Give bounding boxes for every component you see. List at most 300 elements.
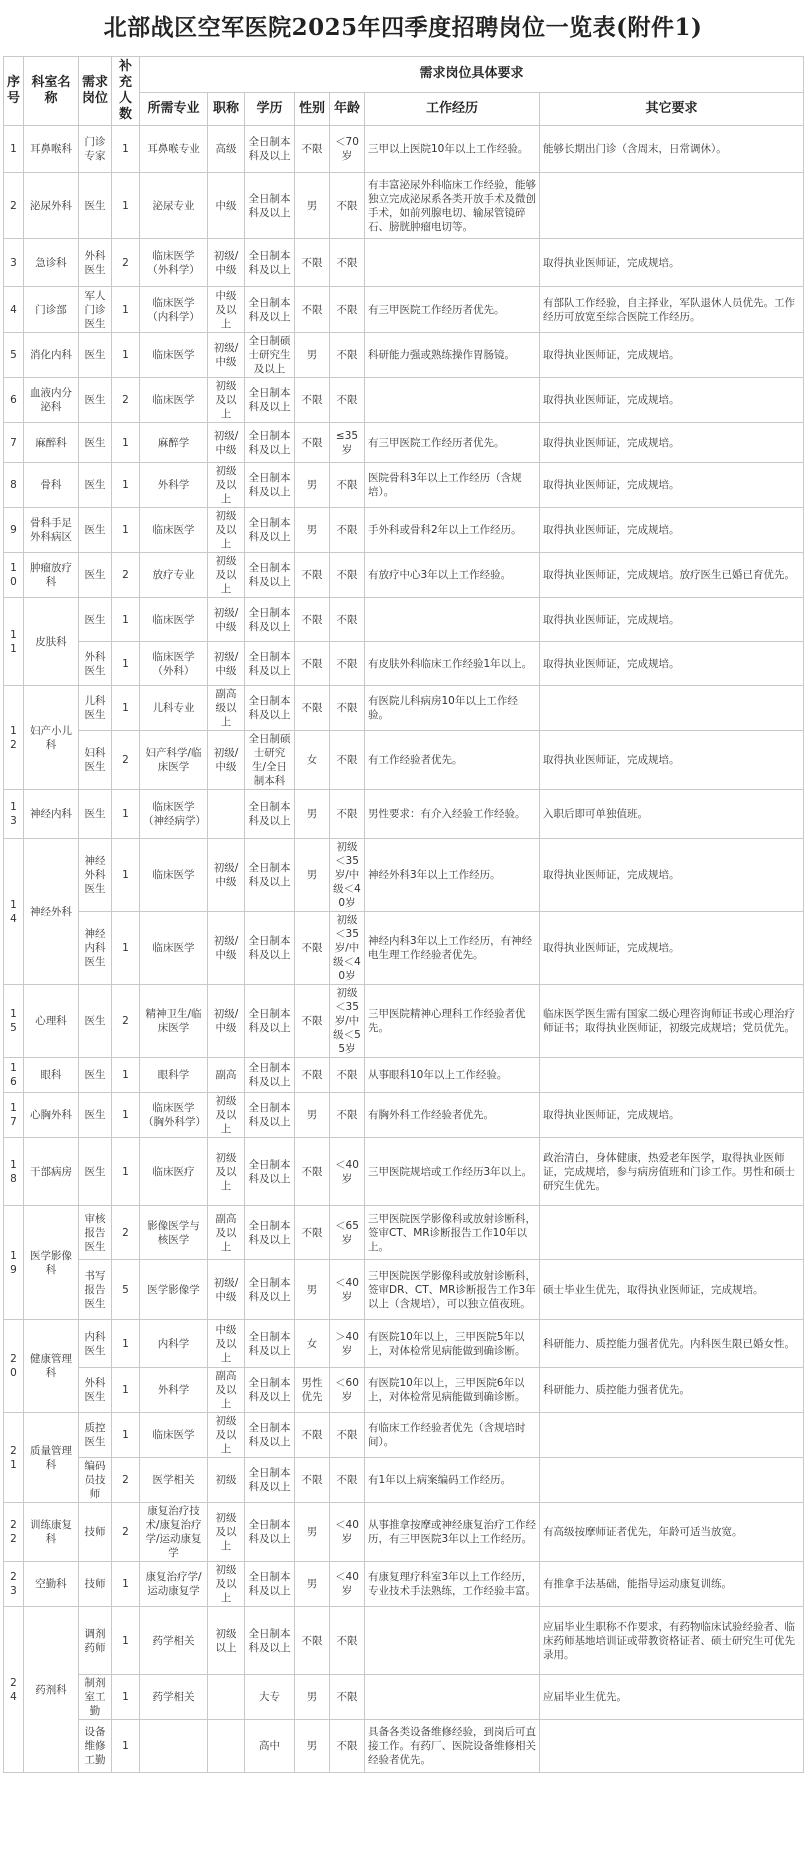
experience-cell: 有康复理疗科室3年以上工作经历，专业技术手法熟练，工作经验丰富。 (365, 1562, 540, 1607)
dept-cell: 骨科 (24, 463, 79, 508)
header-count: 补充人数 (112, 57, 140, 126)
age-cell: ＞40岁 (330, 1320, 365, 1368)
header-age: 年龄 (330, 92, 365, 125)
seq-cell: 13 (4, 790, 24, 839)
experience-cell: 三甲医院精神心理科工作经验者优先。 (365, 985, 540, 1058)
position-cell: 审核报告医生 (79, 1206, 112, 1260)
table-row (4, 686, 804, 731)
table-row (4, 1675, 804, 1720)
experience-cell: 有丰富泌尿外科临床工作经验，能够独立完成泌尿系各类开放手术及微创手术，如前列腺电切、输尿管镜碎石、膀胱肿瘤电切等。 (365, 173, 540, 239)
gender-cell: 不限 (295, 1058, 330, 1093)
education-cell: 全日制本科及以上 (245, 686, 295, 731)
position-cell: 医生 (79, 423, 112, 463)
major-cell: 外科学 (140, 1368, 208, 1413)
major-cell: 药学相关 (140, 1675, 208, 1720)
age-cell: 不限 (330, 790, 365, 839)
header-title-rank: 职称 (208, 92, 245, 125)
education-cell: 全日制本科及以上 (245, 1458, 295, 1503)
education-cell: 全日制本科及以上 (245, 1206, 295, 1260)
age-cell: 不限 (330, 553, 365, 598)
title-rank-cell: 初级/中级 (208, 642, 245, 686)
position-cell: 儿科医生 (79, 686, 112, 731)
gender-cell: 不限 (295, 1458, 330, 1503)
other-cell: 政治清白，身体健康，热爱老年医学，取得执业医师证，完成规培，参与病房值班和门诊工作。男性和硕士研究生优先。 (540, 1138, 804, 1206)
experience-cell: 神经外科3年以上工作经历。 (365, 839, 540, 912)
position-cell: 内科医生 (79, 1320, 112, 1368)
table-row (4, 333, 804, 378)
position-cell: 医生 (79, 508, 112, 553)
education-cell: 全日制本科及以上 (245, 598, 295, 642)
age-cell: 不限 (330, 333, 365, 378)
education-cell: 全日制本科及以上 (245, 1058, 295, 1093)
count-cell: 1 (112, 1607, 140, 1675)
age-cell: 初级＜35岁/中级＜40岁 (330, 912, 365, 985)
count-cell: 1 (112, 287, 140, 333)
experience-cell: 三甲医院规培或工作经历3年以上。 (365, 1138, 540, 1206)
gender-cell: 不限 (295, 553, 330, 598)
other-cell: 入职后即可单独值班。 (540, 790, 804, 839)
other-cell: 硕士毕业生优先，取得执业医师证，完成规培。 (540, 1260, 804, 1320)
header-gender: 性别 (295, 92, 330, 125)
other-cell (540, 1720, 804, 1773)
education-cell: 全日制本科及以上 (245, 1260, 295, 1320)
experience-cell: 三甲医院医学影像科或放射诊断科，签审DR、CT、MR诊断报告工作3年以上（含规培），可以独立值夜班。 (365, 1260, 540, 1320)
table-row (4, 173, 804, 239)
title-rank-cell: 初级及以上 (208, 463, 245, 508)
count-cell: 1 (112, 790, 140, 839)
gender-cell: 男 (295, 333, 330, 378)
table-row (4, 1607, 804, 1675)
gender-cell: 不限 (295, 1607, 330, 1675)
education-cell: 全日制本科及以上 (245, 1368, 295, 1413)
age-cell: 不限 (330, 1720, 365, 1773)
table-row (4, 1138, 804, 1206)
position-cell: 书写报告医生 (79, 1260, 112, 1320)
dept-cell: 血液内分泌科 (24, 378, 79, 423)
major-cell: 临床医学（外科学） (140, 239, 208, 287)
other-cell: 取得执业医师证，完成规培。放疗医生已婚已育优先。 (540, 553, 804, 598)
dept-cell: 急诊科 (24, 239, 79, 287)
experience-cell: 手外科或骨科2年以上工作经历。 (365, 508, 540, 553)
age-cell: ＜40岁 (330, 1503, 365, 1562)
age-cell: ＜40岁 (330, 1260, 365, 1320)
position-cell: 医生 (79, 333, 112, 378)
table-row (4, 1058, 804, 1093)
count-cell: 1 (112, 598, 140, 642)
education-cell: 全日制本科及以上 (245, 1562, 295, 1607)
gender-cell: 男 (295, 508, 330, 553)
age-cell: 不限 (330, 598, 365, 642)
other-cell: 有高级按摩师证者优先，年龄可适当放宽。 (540, 1503, 804, 1562)
position-cell: 神经内科医生 (79, 912, 112, 985)
major-cell: 临床医学 (140, 333, 208, 378)
age-cell: 不限 (330, 508, 365, 553)
position-cell: 制剂室工勤 (79, 1675, 112, 1720)
education-cell: 全日制本科及以上 (245, 239, 295, 287)
seq-cell: 23 (4, 1562, 24, 1607)
gender-cell: 不限 (295, 287, 330, 333)
header-experience: 工作经历 (365, 92, 540, 125)
count-cell: 2 (112, 378, 140, 423)
position-cell: 军人门诊医生 (79, 287, 112, 333)
seq-cell: 21 (4, 1413, 24, 1503)
seq-cell: 6 (4, 378, 24, 423)
major-cell: 临床医学（内科学） (140, 287, 208, 333)
age-cell: 不限 (330, 1607, 365, 1675)
experience-cell (365, 1675, 540, 1720)
experience-cell: 从事推拿按摩或神经康复治疗工作经历，有三甲医院3年以上工作经历。 (365, 1503, 540, 1562)
title-rank-cell: 初级/中级 (208, 731, 245, 790)
experience-cell: 神经内科3年以上工作经历，有神经电生理工作经验者优先。 (365, 912, 540, 985)
age-cell: 不限 (330, 173, 365, 239)
table-row (4, 378, 804, 423)
count-cell: 1 (112, 1320, 140, 1368)
title-rank-cell: 初级/中级 (208, 912, 245, 985)
header-requirements-group: 需求岗位具体要求 (140, 57, 804, 93)
title-rank-cell: 初级及以上 (208, 1138, 245, 1206)
dept-cell: 心胸外科 (24, 1093, 79, 1138)
experience-cell: 有三甲医院工作经历者优先。 (365, 423, 540, 463)
age-cell: 初级＜35岁/中级＜40岁 (330, 839, 365, 912)
position-cell: 医生 (79, 790, 112, 839)
age-cell: 不限 (330, 1093, 365, 1138)
position-cell: 门诊专家 (79, 126, 112, 173)
other-cell: 科研能力、质控能力强者优先。 (540, 1368, 804, 1413)
dept-cell: 健康管理科 (24, 1320, 79, 1413)
seq-cell: 24 (4, 1607, 24, 1773)
table-row (4, 1720, 804, 1773)
major-cell: 临床医学 (140, 508, 208, 553)
title-rank-cell: 中级及以上 (208, 287, 245, 333)
education-cell: 全日制本科及以上 (245, 378, 295, 423)
position-cell: 编码员技师 (79, 1458, 112, 1503)
experience-cell: 有胸外科工作经验者优先。 (365, 1093, 540, 1138)
experience-cell: 男性要求：有介入经验工作经验。 (365, 790, 540, 839)
dept-cell: 神经内科 (24, 790, 79, 839)
experience-cell (365, 1607, 540, 1675)
dept-cell: 医学影像科 (24, 1206, 79, 1320)
education-cell: 全日制本科及以上 (245, 423, 295, 463)
other-cell: 应届毕业生职称不作要求，有药物临床试验经验者、临床药师基地培训证或带教资格证者、硕士研究生可优先录用。 (540, 1607, 804, 1675)
count-cell: 2 (112, 1458, 140, 1503)
other-cell: 取得执业医师证，完成规培。 (540, 378, 804, 423)
education-cell: 全日制本科及以上 (245, 1503, 295, 1562)
title-rank-cell: 初级 (208, 1458, 245, 1503)
title-rank-cell: 初级/中级 (208, 839, 245, 912)
title-rank-cell (208, 790, 245, 839)
count-cell: 1 (112, 1413, 140, 1458)
title-rank-cell: 初级及以上 (208, 1503, 245, 1562)
table-row (4, 790, 804, 839)
major-cell: 精神卫生/临床医学 (140, 985, 208, 1058)
gender-cell: 女 (295, 1320, 330, 1368)
dept-cell: 皮肤科 (24, 598, 79, 686)
table-row (4, 1320, 804, 1368)
job-table (3, 56, 804, 1773)
age-cell: ＜40岁 (330, 1138, 365, 1206)
seq-cell: 8 (4, 463, 24, 508)
age-cell: ＜70岁 (330, 126, 365, 173)
gender-cell: 不限 (295, 126, 330, 173)
other-cell: 取得执业医师证，完成规培。 (540, 731, 804, 790)
education-cell: 全日制本科及以上 (245, 173, 295, 239)
education-cell: 全日制硕士研究生/全日制本科 (245, 731, 295, 790)
count-cell: 5 (112, 1260, 140, 1320)
gender-cell: 男 (295, 1260, 330, 1320)
other-cell (540, 686, 804, 731)
age-cell: ＜40岁 (330, 1562, 365, 1607)
other-cell (540, 173, 804, 239)
count-cell: 1 (112, 1720, 140, 1773)
other-cell: 取得执业医师证，完成规培。 (540, 508, 804, 553)
experience-cell: 有临床工作经验者优先（含规培时间）。 (365, 1413, 540, 1458)
count-cell: 2 (112, 985, 140, 1058)
age-cell: 不限 (330, 239, 365, 287)
dept-cell: 质量管理科 (24, 1413, 79, 1503)
table-row (4, 553, 804, 598)
position-cell: 调剂药师 (79, 1607, 112, 1675)
experience-cell: 有医院10年以上，三甲医院6年以上，对体检常见病能做到确诊断。 (365, 1368, 540, 1413)
title-rank-cell: 初级及以上 (208, 508, 245, 553)
education-cell: 全日制本科及以上 (245, 1138, 295, 1206)
seq-cell: 10 (4, 553, 24, 598)
gender-cell: 男性优先 (295, 1368, 330, 1413)
dept-cell: 训练康复科 (24, 1503, 79, 1562)
title-rank-cell: 初级及以上 (208, 1093, 245, 1138)
count-cell: 1 (112, 1675, 140, 1720)
table-row (4, 239, 804, 287)
gender-cell: 男 (295, 1093, 330, 1138)
count-cell: 1 (112, 839, 140, 912)
seq-cell: 12 (4, 686, 24, 790)
major-cell: 外科学 (140, 463, 208, 508)
age-cell: 不限 (330, 1675, 365, 1720)
other-cell: 取得执业医师证，完成规培。 (540, 912, 804, 985)
age-cell: 不限 (330, 1413, 365, 1458)
table-row (4, 463, 804, 508)
gender-cell: 不限 (295, 642, 330, 686)
age-cell: 不限 (330, 287, 365, 333)
major-cell (140, 1720, 208, 1773)
major-cell: 内科学 (140, 1320, 208, 1368)
seq-cell: 20 (4, 1320, 24, 1413)
major-cell: 医学相关 (140, 1458, 208, 1503)
experience-cell: 三甲以上医院10年以上工作经验。 (365, 126, 540, 173)
dept-cell: 消化内科 (24, 333, 79, 378)
gender-cell: 不限 (295, 912, 330, 985)
other-cell: 取得执业医师证，完成规培。 (540, 839, 804, 912)
major-cell: 临床医学（外科） (140, 642, 208, 686)
major-cell: 儿科专业 (140, 686, 208, 731)
other-cell: 临床医学医生需有国家二级心理咨询师证书或心理治疗师证书；取得执业医师证，初级完成规培；党员优先。 (540, 985, 804, 1058)
header-education: 学历 (245, 92, 295, 125)
seq-cell: 1 (4, 126, 24, 173)
age-cell: 不限 (330, 378, 365, 423)
education-cell: 全日制本科及以上 (245, 642, 295, 686)
age-cell: 不限 (330, 463, 365, 508)
header-other: 其它要求 (540, 92, 804, 125)
seq-cell: 11 (4, 598, 24, 686)
position-cell: 医生 (79, 1093, 112, 1138)
count-cell: 2 (112, 553, 140, 598)
table-row (4, 1458, 804, 1503)
table-row (4, 642, 804, 686)
position-cell: 医生 (79, 553, 112, 598)
dept-cell: 耳鼻喉科 (24, 126, 79, 173)
title-rank-cell: 初级及以上 (208, 553, 245, 598)
experience-cell: 三甲医院医学影像科或放射诊断科，签审CT、MR诊断报告工作10年以上。 (365, 1206, 540, 1260)
dept-cell: 骨科手足外科病区 (24, 508, 79, 553)
position-cell: 医生 (79, 463, 112, 508)
position-cell: 医生 (79, 1138, 112, 1206)
position-cell: 质控医生 (79, 1413, 112, 1458)
major-cell: 放疗专业 (140, 553, 208, 598)
seq-cell: 22 (4, 1503, 24, 1562)
seq-cell: 16 (4, 1058, 24, 1093)
major-cell: 临床医学 (140, 912, 208, 985)
experience-cell: 有医院10年以上，三甲医院5年以上，对体检常见病能做到确诊断。 (365, 1320, 540, 1368)
title-rank-cell: 初级/中级 (208, 985, 245, 1058)
age-cell: 初级＜35岁/中级＜55岁 (330, 985, 365, 1058)
dept-cell: 肿瘤放疗科 (24, 553, 79, 598)
other-cell: 取得执业医师证，完成规培。 (540, 463, 804, 508)
gender-cell: 不限 (295, 1413, 330, 1458)
gender-cell: 不限 (295, 598, 330, 642)
title-rank-cell: 副高 (208, 1058, 245, 1093)
other-cell: 应届毕业生优先。 (540, 1675, 804, 1720)
education-cell: 全日制本科及以上 (245, 1607, 295, 1675)
education-cell: 全日制本科及以上 (245, 790, 295, 839)
experience-cell (365, 598, 540, 642)
title-rank-cell: 副高级以上 (208, 686, 245, 731)
table-row (4, 985, 804, 1058)
dept-cell: 空勤科 (24, 1562, 79, 1607)
table-row (4, 598, 804, 642)
count-cell: 2 (112, 1503, 140, 1562)
other-cell: 科研能力、质控能力强者优先。内科医生限已婚女性。 (540, 1320, 804, 1368)
header-major: 所需专业 (140, 92, 208, 125)
position-cell: 外科医生 (79, 239, 112, 287)
other-cell: 取得执业医师证，完成规培。 (540, 239, 804, 287)
major-cell: 临床医学 (140, 598, 208, 642)
seq-cell: 5 (4, 333, 24, 378)
gender-cell: 不限 (295, 686, 330, 731)
position-cell: 神经外科医生 (79, 839, 112, 912)
table-row (4, 1368, 804, 1413)
major-cell: 康复治疗学/运动康复学 (140, 1562, 208, 1607)
seq-cell: 9 (4, 508, 24, 553)
count-cell: 1 (112, 1058, 140, 1093)
gender-cell: 不限 (295, 423, 330, 463)
experience-cell: 有工作经验者优先。 (365, 731, 540, 790)
education-cell: 全日制本科及以上 (245, 553, 295, 598)
title-rank-cell: 初级及以上 (208, 378, 245, 423)
experience-cell (365, 378, 540, 423)
education-cell: 全日制本科及以上 (245, 287, 295, 333)
major-cell: 康复治疗技术/康复治疗学/运动康复学 (140, 1503, 208, 1562)
other-cell: 取得执业医师证，完成规培。 (540, 423, 804, 463)
count-cell: 1 (112, 1093, 140, 1138)
gender-cell: 男 (295, 1675, 330, 1720)
experience-cell: 从事眼科10年以上工作经验。 (365, 1058, 540, 1093)
table-row (4, 1503, 804, 1562)
count-cell: 1 (112, 463, 140, 508)
major-cell: 耳鼻喉专业 (140, 126, 208, 173)
table-row (4, 731, 804, 790)
position-cell: 医生 (79, 598, 112, 642)
gender-cell: 男 (295, 1562, 330, 1607)
count-cell: 1 (112, 912, 140, 985)
education-cell: 全日制硕士研究生及以上 (245, 333, 295, 378)
title-rank-cell: 初级/中级 (208, 333, 245, 378)
gender-cell: 男 (295, 790, 330, 839)
other-cell: 取得执业医师证，完成规培。 (540, 598, 804, 642)
gender-cell: 不限 (295, 1206, 330, 1260)
education-cell: 全日制本科及以上 (245, 839, 295, 912)
education-cell: 全日制本科及以上 (245, 1093, 295, 1138)
count-cell: 1 (112, 508, 140, 553)
gender-cell: 男 (295, 1720, 330, 1773)
dept-cell: 干部病房 (24, 1138, 79, 1206)
other-cell (540, 1413, 804, 1458)
age-cell: ＜65岁 (330, 1206, 365, 1260)
title-rank-cell: 初级以上 (208, 1607, 245, 1675)
other-cell: 取得执业医师证，完成规培。 (540, 333, 804, 378)
major-cell: 妇产科学/临床医学 (140, 731, 208, 790)
table-row (4, 1206, 804, 1260)
position-cell: 技师 (79, 1503, 112, 1562)
title-rank-cell: 初级/中级 (208, 1260, 245, 1320)
education-cell: 全日制本科及以上 (245, 508, 295, 553)
position-cell: 技师 (79, 1562, 112, 1607)
education-cell: 全日制本科及以上 (245, 1320, 295, 1368)
gender-cell: 男 (295, 173, 330, 239)
major-cell: 临床医疗 (140, 1138, 208, 1206)
title-rank-cell: 初级及以上 (208, 1413, 245, 1458)
table-row (4, 912, 804, 985)
position-cell: 设备维修工勤 (79, 1720, 112, 1773)
major-cell: 麻醉学 (140, 423, 208, 463)
education-cell: 全日制本科及以上 (245, 1413, 295, 1458)
count-cell: 1 (112, 173, 140, 239)
major-cell: 眼科学 (140, 1058, 208, 1093)
other-cell: 能够长期出门诊（含周末，日常调休）。 (540, 126, 804, 173)
experience-cell: 有皮肤外科临床工作经验1年以上。 (365, 642, 540, 686)
seq-cell: 3 (4, 239, 24, 287)
dept-cell: 妇产小儿科 (24, 686, 79, 790)
title-rank-cell: 初级/中级 (208, 239, 245, 287)
position-cell: 外科医生 (79, 642, 112, 686)
title-rank-cell: 高级 (208, 126, 245, 173)
title-rank-cell (208, 1720, 245, 1773)
header-dept: 科室名称 (24, 57, 79, 126)
seq-cell: 2 (4, 173, 24, 239)
major-cell: 临床医学（神经病学） (140, 790, 208, 839)
table-row (4, 1413, 804, 1458)
seq-cell: 19 (4, 1206, 24, 1320)
experience-cell: 科研能力强或熟练操作胃肠镜。 (365, 333, 540, 378)
table-body (4, 126, 804, 1773)
experience-cell: 有医院儿科病房10年以上工作经验。 (365, 686, 540, 731)
age-cell: 不限 (330, 1058, 365, 1093)
table-row (4, 287, 804, 333)
other-cell (540, 1058, 804, 1093)
count-cell: 1 (112, 642, 140, 686)
table-row (4, 126, 804, 173)
major-cell: 影像医学与核医学 (140, 1206, 208, 1260)
major-cell: 临床医学（胸外科学） (140, 1093, 208, 1138)
seq-cell: 17 (4, 1093, 24, 1138)
